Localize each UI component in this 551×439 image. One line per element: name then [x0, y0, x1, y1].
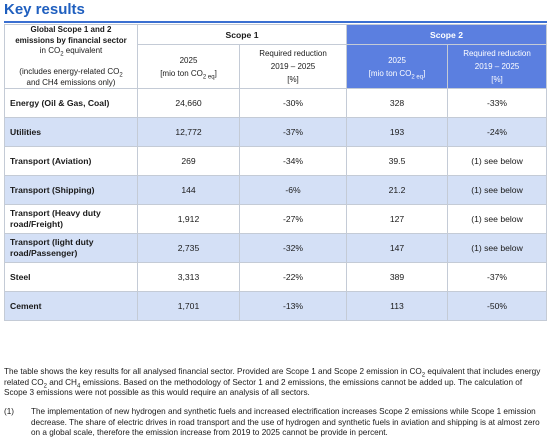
table-row [5, 292, 547, 321]
scope1-2025-value: 269 [138, 147, 240, 176]
scope2-reduction-value: (1) see below [448, 234, 547, 263]
corner-line-5: and CH4 emissions only) [26, 77, 116, 87]
title-underline [4, 21, 547, 23]
scope2-reduction-value: -37% [448, 263, 547, 292]
sector-label: Steel [5, 263, 138, 292]
scope1-reduction-header: Required reduction 2019 – 2025 [%] [240, 45, 347, 89]
scope1-2025-value: 3,313 [138, 263, 240, 292]
table-row [5, 118, 547, 147]
scope1-reduction-value: -13% [240, 292, 347, 321]
scope2-reduction-value: (1) see below [448, 205, 547, 234]
scope2-2025-value: 147 [347, 234, 448, 263]
scope1-reduction-value: -34% [240, 147, 347, 176]
scope1-header: Scope 1 [138, 25, 347, 45]
scope1-reduction-value: -32% [240, 234, 347, 263]
table-row [5, 176, 547, 205]
scope2-2025-value: 389 [347, 263, 448, 292]
scope1-2025-value: 1,912 [138, 205, 240, 234]
corner-line-1: Global Scope 1 and 2 [30, 25, 112, 34]
table-row [5, 89, 547, 118]
table-row [5, 205, 547, 234]
scope1-year-header: 2025 [mio ton $CO_{2 eq}$] [138, 45, 240, 89]
scope1-2025-value: 1,701 [138, 292, 240, 321]
sector-label: Transport (Aviation) [5, 147, 138, 176]
scope2-reduction-value: -50% [448, 292, 547, 321]
corner-line-2: emissions by financial sector [15, 35, 127, 45]
scope2-2025-value: 113 [347, 292, 448, 321]
scope1-2025-value: 12,772 [138, 118, 240, 147]
sector-label: Energy (Oil & Gas, Coal) [5, 89, 138, 118]
sector-label: Utilities [5, 118, 138, 147]
scope2-reduction-value: -24% [448, 118, 547, 147]
scope2-2025-value: 193 [347, 118, 448, 147]
table-row [5, 263, 547, 292]
scope2-2025-value: 39.5 [347, 147, 448, 176]
scope1-2025-value: 144 [138, 176, 240, 205]
page-title: Key results [4, 1, 85, 18]
corner-line-3: in $CO_2$ equivalent [39, 46, 103, 58]
scope1-reduction-value: -6% [240, 176, 347, 205]
sector-label: Transport (Shipping) [5, 176, 138, 205]
scope2-reduction-value: -33% [448, 89, 547, 118]
scope2-year-header: 2025 [mio ton $CO_{2 eq}$] [347, 45, 448, 89]
table-row [5, 147, 547, 176]
scope1-reduction-value: -30% [240, 89, 347, 118]
scope2-reduction-header: Required reduction 2019 – 2025 [%] [448, 45, 547, 89]
sector-label: Cement [5, 292, 138, 321]
scope1-reduction-value: -22% [240, 263, 347, 292]
scope1-2025-value: 2,735 [138, 234, 240, 263]
sector-label: Transport (light duty road/Passenger) [5, 234, 138, 263]
key-results-table [4, 24, 547, 321]
scope1-reduction-value: -37% [240, 118, 347, 147]
scope2-header: Scope 2 [347, 25, 547, 45]
footnote-marker: (1) [4, 407, 15, 416]
corner-line-4: (includes energy-related $CO_2$ [19, 67, 123, 79]
table-row [5, 234, 547, 263]
scope2-reduction-value: (1) see below [448, 176, 547, 205]
scope1-reduction-value: -27% [240, 205, 347, 234]
footnote-text: The implementation of new hydrogen and synthetic fuels and increased electrification increases Scope 2 emissions while Scope 1 emission decrease. The share of electric drives in road transport and the use of hydrogen and synthetic fuels in aviation and shipping is at almost zero on a global scale, therefore the emission increase from 2019 to 2025 cannot be provide in percent. [31, 407, 540, 438]
table-corner-header [5, 25, 138, 89]
scope2-2025-value: 21.2 [347, 176, 448, 205]
scope1-2025-value: 24,660 [138, 89, 240, 118]
table-description-note: The table shows the key results for all analysed financial sector. Provided are Scope 1 and Scope 2 emission in $CO_2$ equivalent that includes energy related $CO_2$ and $CH_4$ emissions. Based on the methodology of Sector 1 and 2 emissions, the emissions cannot be added up. The calculation of Scope 3 emissions were not possible as this would require an analysis of all sectors. [4, 367, 541, 398]
scope2-2025-value: 328 [347, 89, 448, 118]
sector-label: Transport (Heavy duty road/Freight) [5, 205, 138, 234]
scope2-2025-value: 127 [347, 205, 448, 234]
scope2-reduction-value: (1) see below [448, 147, 547, 176]
